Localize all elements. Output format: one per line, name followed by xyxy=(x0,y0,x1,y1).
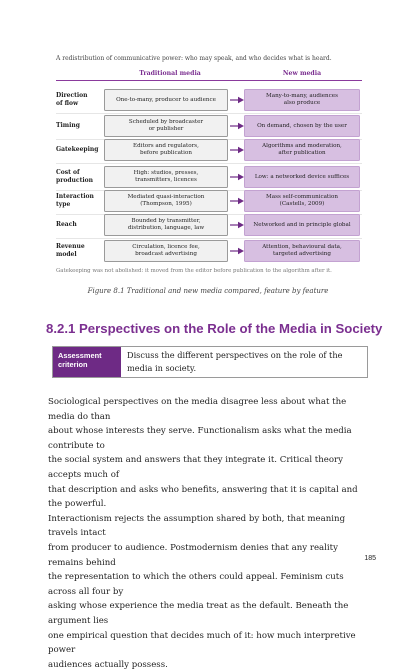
row-label-line: type xyxy=(56,201,71,208)
figure-caption: Figure 8.1 Traditional and new media compared, feature by feature xyxy=(87,287,329,295)
traditional-media-cell xyxy=(104,89,228,111)
row-label-line: Timing xyxy=(56,122,80,129)
section-heading: 8.2.1 Perspectives on the Role of the Media in Society xyxy=(46,321,383,336)
body-line: one empirical question that decides much of it: how much interpretive power xyxy=(48,630,356,656)
row-label xyxy=(56,243,106,259)
assessment-label-line: criterion xyxy=(58,360,88,369)
row-label-line: Gatekeeping xyxy=(56,146,99,153)
new-media-cell xyxy=(244,166,360,188)
traditional-media-cell xyxy=(104,240,228,262)
new-cell-line: Many-to-many, audiences xyxy=(266,93,338,99)
arrow-right-icon xyxy=(230,96,244,104)
traditional-media-cell xyxy=(104,115,228,137)
new-media-cell xyxy=(244,214,360,236)
traditional-media-cell xyxy=(104,166,228,188)
page-number: 185 xyxy=(364,555,376,562)
traditional-cell-line: Editors and regulators, xyxy=(133,143,199,149)
traditional-cell-line: Scheduled by broadcaster xyxy=(128,119,204,125)
traditional-media-cell xyxy=(104,139,228,161)
new-cell-line: (Castells, 2009) xyxy=(279,201,325,207)
body-line: the social system and answers that they integrate it. Critical theory accepts much of xyxy=(48,455,344,480)
body-line: audiences actually possess. xyxy=(48,659,168,670)
arrow-right-icon xyxy=(230,122,244,130)
body-line: about whose interests they serve. Functionalism asks what the media contribute to xyxy=(48,426,352,451)
new-cell-line: targeted advertising xyxy=(272,251,331,257)
row-label xyxy=(56,169,106,185)
row-label-line: Cost of xyxy=(56,169,80,176)
traditional-cell-line: transmitters, licences xyxy=(135,177,197,183)
assessment-criterion-text: Discuss the different perspectives on the role of the media in society. xyxy=(127,350,343,373)
traditional-cell-line: One-to-many, producer to audience xyxy=(116,96,216,103)
traditional-cell-line: Circulation, licence fee, xyxy=(132,244,200,250)
body-line: Interactionism rejects the assumption shared by both, that meaning travels intact xyxy=(48,513,346,539)
row-label xyxy=(56,122,106,130)
row-label-line: production xyxy=(56,177,93,184)
body-line: Sociological perspectives on the media disagree less about what the media do than xyxy=(48,397,347,422)
new-media-cell xyxy=(244,89,360,111)
traditional-cell-line: (Thompson, 1995) xyxy=(140,201,192,207)
row-label xyxy=(56,146,106,154)
row-label-line: Reach xyxy=(56,221,77,228)
new-cell-line: Mass self-communication xyxy=(266,194,338,200)
traditional-media-cell xyxy=(104,190,228,212)
row-label xyxy=(56,221,106,229)
assessment-label xyxy=(53,347,121,377)
new-cell-line: On demand, chosen by the user xyxy=(257,122,347,129)
column-header-traditional: Traditional media xyxy=(139,70,201,77)
row-divider xyxy=(56,238,362,239)
body-line: asking whose experience the media treat as the default. Beneath the argument lies xyxy=(48,601,349,626)
row-label-line: Revenue xyxy=(56,243,85,250)
column-header-new: New media xyxy=(282,70,322,77)
row-divider xyxy=(56,163,362,164)
body-paragraph xyxy=(48,395,370,672)
new-cell-line: after publication xyxy=(278,150,326,156)
row-label-line: Interaction xyxy=(56,193,94,200)
body-line: the representation to which the others could appeal. Feminism cuts across all four by xyxy=(48,572,344,597)
arrow-right-icon xyxy=(230,146,244,154)
traditional-cell-line: Mediated quasi-interaction xyxy=(127,194,205,200)
new-media-cell xyxy=(244,115,360,137)
new-cell-line: also produce xyxy=(283,100,321,106)
new-cell-line: Algorithms and moderation, xyxy=(262,143,342,149)
assessment-label-line: Assessment xyxy=(58,351,102,360)
traditional-cell-line: Bounded by transmitter, xyxy=(131,218,201,224)
traditional-cell-line: broadcast advertising xyxy=(135,251,197,257)
arrow-right-icon xyxy=(230,173,244,181)
row-label xyxy=(56,193,106,209)
traditional-media-cell xyxy=(104,214,228,236)
figure-note: Gatekeeping was not abolished: it moved from the editor before publication to the algorithm after it. xyxy=(56,268,332,274)
arrow-right-icon xyxy=(230,247,244,255)
arrow-right-icon xyxy=(230,197,244,205)
body-line: that description and asks who benefits, answering that it is capital and the powerful. xyxy=(48,484,358,510)
body-line: from producer to audience. Postmodernism denies that any reality remains behind xyxy=(48,542,338,568)
figure-intro: A redistribution of communicative power: who may speak, and who decides what is heard. xyxy=(56,55,332,62)
arrow-right-icon xyxy=(230,221,244,229)
traditional-cell-line: or publisher xyxy=(148,126,184,132)
traditional-cell-line: High: studios, presses, xyxy=(133,170,199,176)
row-label-line: of flow xyxy=(56,100,79,107)
new-media-cell xyxy=(244,240,360,262)
row-label xyxy=(56,92,106,108)
row-label-line: model xyxy=(56,251,77,258)
new-media-cell xyxy=(244,139,360,161)
row-divider xyxy=(56,113,362,114)
new-cell-line: Networked and in principle global xyxy=(253,221,351,228)
traditional-cell-line: distribution, language, law xyxy=(127,225,205,231)
assessment-box xyxy=(52,346,368,378)
row-label-line: Direction xyxy=(56,92,88,99)
new-cell-line: Low: a networked device suffices xyxy=(254,173,350,180)
traditional-cell-line: before publication xyxy=(140,150,192,156)
header-rule xyxy=(56,80,362,81)
new-cell-line: Attention, behavioural data, xyxy=(262,244,342,250)
new-media-cell xyxy=(244,190,360,212)
